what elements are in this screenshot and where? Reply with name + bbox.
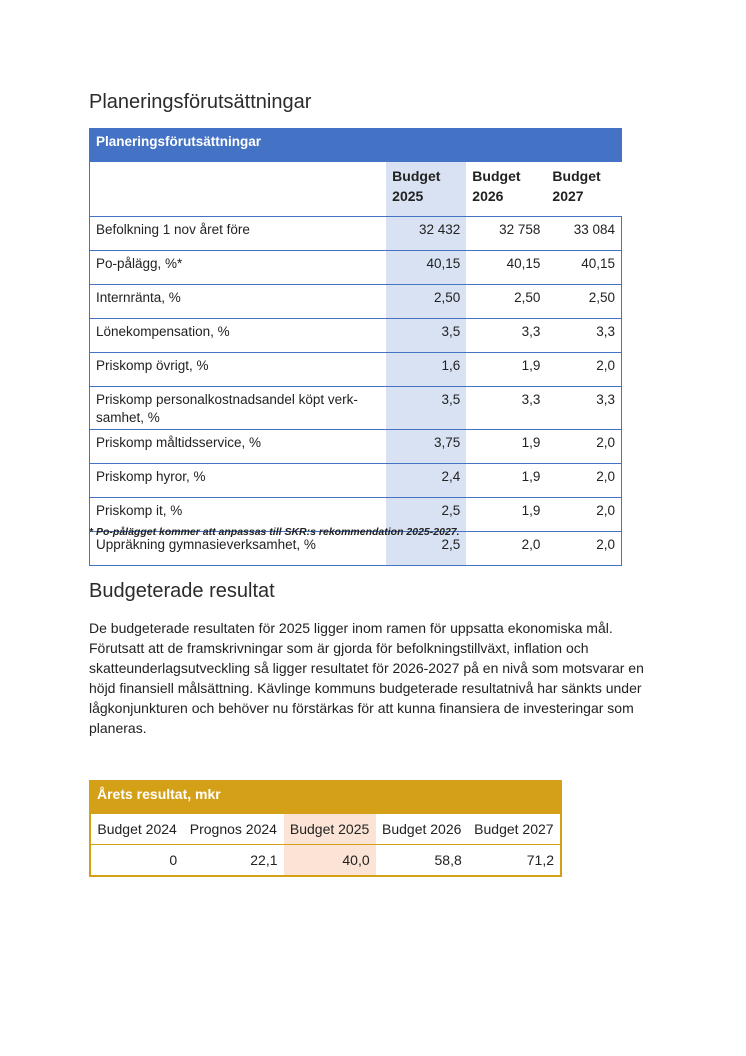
cell-2026: 2,0 <box>466 532 546 566</box>
cell-2025: 3,75 <box>386 430 466 464</box>
section-heading-planning: Planeringsförutsättningar <box>89 91 312 113</box>
cell-2027: 2,0 <box>546 532 621 566</box>
row-label: Priskomp hyror, % <box>90 464 387 498</box>
cell-2027: 33 084 <box>546 217 621 251</box>
row-label: Priskomp personalkostnadsandel köpt verk- samhet, % <box>90 387 387 430</box>
table-row <box>90 251 622 285</box>
row-label: Priskomp it, % <box>90 498 387 532</box>
header-empty <box>90 162 387 217</box>
value-budget-2026: 58,8 <box>376 845 468 877</box>
table-row <box>90 319 622 353</box>
header-budget-2025: Budget 2025 <box>284 814 376 845</box>
header-budget-2027: Budget 2027 <box>468 814 561 845</box>
row-label: Befolkning 1 nov året före <box>90 217 387 251</box>
section-heading-results: Budgeterade resultat <box>89 580 275 602</box>
row-label: Priskomp övrigt, % <box>90 353 387 387</box>
body-paragraph: De budgeterade resultaten för 2025 ligger inom ramen för uppsatta ekonomiska mål. Förutsatt att de framskrivningar som är gjorda för befolkningstillväxt, inflation och skatteunderlagsutveckling så ligger resultatet för 2026-2027 på en nivå som motsvarar en höjd finansiell målsättning. Kävlinge kommuns budgeterade resultatnivå har sänkts under lågkonjunkturen och behöver nu förstärkas för att kunna finansiera de investeringar som planeras. <box>89 620 644 736</box>
cell-2027: 2,0 <box>546 430 621 464</box>
table-row <box>90 387 622 430</box>
cell-2026: 1,9 <box>466 464 546 498</box>
annual-result-table <box>89 780 562 877</box>
row-label: Po-pålägg, %* <box>90 251 387 285</box>
cell-2025: 2,50 <box>386 285 466 319</box>
cell-2027: 3,3 <box>546 319 621 353</box>
cell-2025: 3,5 <box>386 319 466 353</box>
cell-2026: 1,9 <box>466 430 546 464</box>
cell-2027: 2,0 <box>546 353 621 387</box>
cell-2025: 3,5 <box>386 387 466 430</box>
cell-2027: 2,0 <box>546 464 621 498</box>
value-budget-2025: 40,0 <box>284 845 376 877</box>
cell-2027: 2,0 <box>546 498 621 532</box>
value-prognos-2024: 22,1 <box>183 845 283 877</box>
table-row <box>90 430 622 464</box>
cell-2027: 2,50 <box>546 285 621 319</box>
cell-2025: 2,5 <box>386 532 466 566</box>
table-row <box>90 285 622 319</box>
cell-2026: 2,50 <box>466 285 546 319</box>
header-prognos-2024: Prognos 2024 <box>183 814 283 845</box>
table-footnote: * Po-pålägget kommer att anpassas till SKR:s rekommendation 2025-2027. <box>89 526 460 538</box>
table-row <box>90 353 622 387</box>
header-budget-2025: Budget 2025 <box>386 162 466 217</box>
cell-2025: 2,5 <box>386 498 466 532</box>
cell-2026: 1,9 <box>466 498 546 532</box>
planning-assumptions-table <box>89 128 622 566</box>
cell-2027: 40,15 <box>546 251 621 285</box>
row-label: Internränta, % <box>90 285 387 319</box>
cell-2026: 3,3 <box>466 387 546 430</box>
header-budget-2027: Budget 2027 <box>546 162 621 217</box>
row-label: Lönekompensation, % <box>90 319 387 353</box>
table-title: Årets resultat, mkr <box>90 781 561 814</box>
row-label: Uppräkning gymnasieverksamhet, % <box>90 532 387 566</box>
header-row <box>90 814 561 845</box>
values-row <box>90 845 561 877</box>
row-label: Priskomp måltidsservice, % <box>90 430 387 464</box>
table-row <box>90 464 622 498</box>
value-budget-2027: 71,2 <box>468 845 561 877</box>
header-budget-2026: Budget 2026 <box>376 814 468 845</box>
cell-2025: 1,6 <box>386 353 466 387</box>
cell-2025: 32 432 <box>386 217 466 251</box>
header-budget-2024: Budget 2024 <box>90 814 183 845</box>
cell-2026: 3,3 <box>466 319 546 353</box>
table-row <box>90 217 622 251</box>
cell-2025: 2,4 <box>386 464 466 498</box>
header-budget-2026: Budget 2026 <box>466 162 546 217</box>
cell-2025: 40,15 <box>386 251 466 285</box>
cell-2026: 1,9 <box>466 353 546 387</box>
cell-2026: 40,15 <box>466 251 546 285</box>
cell-2026: 32 758 <box>466 217 546 251</box>
value-budget-2024: 0 <box>90 845 183 877</box>
table-title: Planeringsförutsättningar <box>90 129 622 162</box>
cell-2027: 3,3 <box>546 387 621 430</box>
